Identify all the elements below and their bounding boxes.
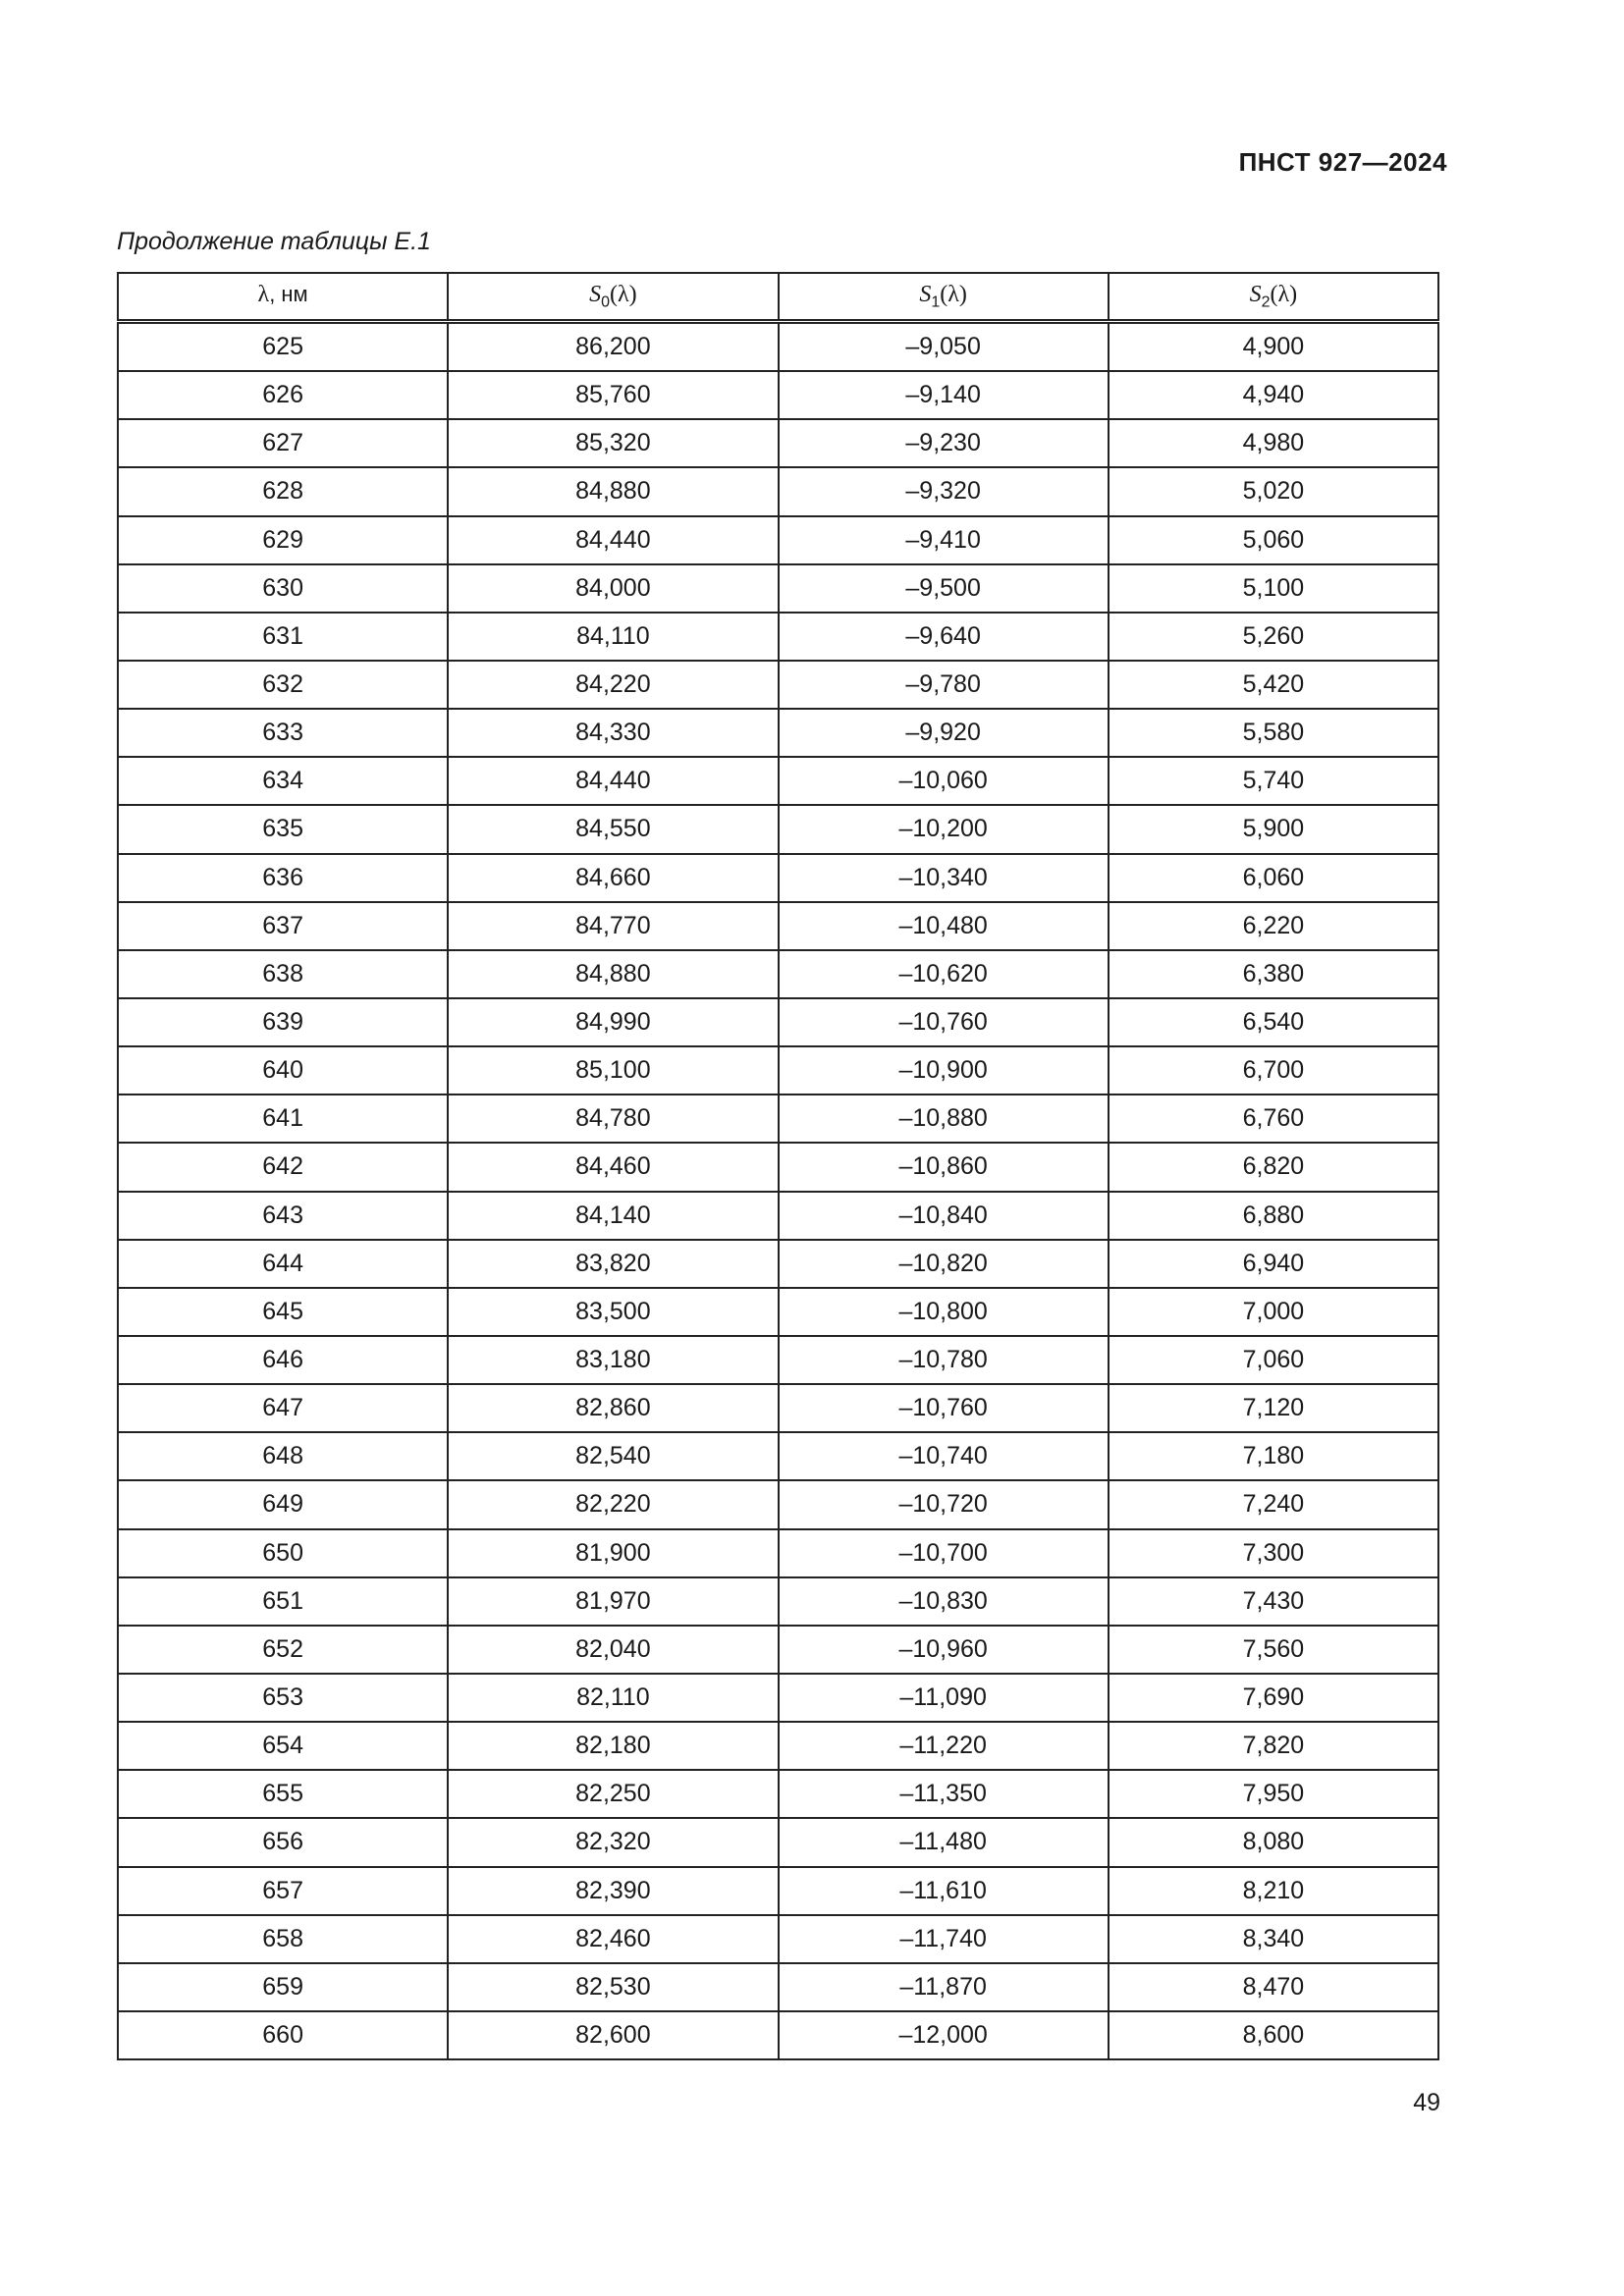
- wavelength-cell: 646: [118, 1336, 448, 1384]
- table-row: [118, 613, 1438, 661]
- s1-cell: –9,640: [779, 613, 1109, 661]
- table-row: [118, 1529, 1438, 1577]
- s0-cell: 84,440: [448, 757, 778, 805]
- wavelength-cell: 655: [118, 1770, 448, 1818]
- s1-cell: –11,220: [779, 1722, 1109, 1770]
- s0-cell: 84,660: [448, 854, 778, 902]
- s2-cell: 7,240: [1109, 1480, 1438, 1528]
- wavelength-cell: 660: [118, 2011, 448, 2059]
- s2-cell: 6,940: [1109, 1240, 1438, 1288]
- s2-cell: 5,580: [1109, 709, 1438, 757]
- wavelength-cell: 658: [118, 1915, 448, 1963]
- wavelength-cell: 630: [118, 564, 448, 613]
- s0-cell: 82,540: [448, 1432, 778, 1480]
- s2-cell: 5,740: [1109, 757, 1438, 805]
- s2-cell: 7,560: [1109, 1626, 1438, 1674]
- s1-cell: –12,000: [779, 2011, 1109, 2059]
- s2-cell: 6,220: [1109, 902, 1438, 950]
- s2-cell: 7,000: [1109, 1288, 1438, 1336]
- s1-cell: –10,880: [779, 1095, 1109, 1143]
- wavelength-cell: 635: [118, 805, 448, 853]
- table-body: [118, 322, 1438, 2060]
- s0-cell: 84,990: [448, 998, 778, 1046]
- page-number: 49: [1413, 2089, 1440, 2116]
- s1-cell: –11,870: [779, 1963, 1109, 2011]
- column-suffix: (λ): [1270, 281, 1298, 307]
- table-row: [118, 1818, 1438, 1866]
- s2-cell: 7,950: [1109, 1770, 1438, 1818]
- s0-cell: 84,000: [448, 564, 778, 613]
- s2-cell: 7,430: [1109, 1577, 1438, 1626]
- s0-cell: 84,140: [448, 1192, 778, 1240]
- table-row: [118, 467, 1438, 515]
- s1-cell: –10,200: [779, 805, 1109, 853]
- wavelength-cell: 629: [118, 516, 448, 564]
- s2-cell: 4,900: [1109, 322, 1438, 372]
- document-code: ПНСТ 927—2024: [1238, 147, 1447, 177]
- s2-cell: 8,340: [1109, 1915, 1438, 1963]
- wavelength-cell: 638: [118, 950, 448, 998]
- table-row: [118, 757, 1438, 805]
- column-suffix: (λ): [610, 281, 637, 307]
- table-row: [118, 1915, 1438, 1963]
- s1-cell: –10,620: [779, 950, 1109, 998]
- s0-cell: 84,330: [448, 709, 778, 757]
- s2-cell: 6,880: [1109, 1192, 1438, 1240]
- wavelength-cell: 645: [118, 1288, 448, 1336]
- s2-cell: 4,940: [1109, 371, 1438, 419]
- column-symbol: S: [1249, 281, 1262, 307]
- wavelength-cell: 639: [118, 998, 448, 1046]
- wavelength-cell: 649: [118, 1480, 448, 1528]
- s1-cell: –9,410: [779, 516, 1109, 564]
- s1-cell: –10,840: [779, 1192, 1109, 1240]
- s2-cell: 6,820: [1109, 1143, 1438, 1191]
- s1-cell: –9,500: [779, 564, 1109, 613]
- column-symbol: S: [589, 281, 602, 307]
- s0-cell: 84,550: [448, 805, 778, 853]
- table-row: [118, 1384, 1438, 1432]
- s0-cell: 82,110: [448, 1674, 778, 1722]
- s1-cell: –10,700: [779, 1529, 1109, 1577]
- wavelength-cell: 637: [118, 902, 448, 950]
- wavelength-cell: 627: [118, 419, 448, 467]
- wavelength-cell: 632: [118, 661, 448, 709]
- table-row: [118, 805, 1438, 853]
- table-row: [118, 322, 1438, 372]
- s1-cell: –10,820: [779, 1240, 1109, 1288]
- table-row: [118, 2011, 1438, 2059]
- table-row: [118, 709, 1438, 757]
- s1-cell: –9,920: [779, 709, 1109, 757]
- s1-cell: –10,960: [779, 1626, 1109, 1674]
- s0-cell: 82,040: [448, 1626, 778, 1674]
- wavelength-cell: 659: [118, 1963, 448, 2011]
- s1-cell: –10,720: [779, 1480, 1109, 1528]
- s2-cell: 7,300: [1109, 1529, 1438, 1577]
- s0-cell: 82,390: [448, 1867, 778, 1915]
- wavelength-cell: 648: [118, 1432, 448, 1480]
- s2-cell: 5,020: [1109, 467, 1438, 515]
- table-row: [118, 419, 1438, 467]
- s2-cell: 4,980: [1109, 419, 1438, 467]
- s2-cell: 5,100: [1109, 564, 1438, 613]
- wavelength-cell: 654: [118, 1722, 448, 1770]
- s0-cell: 81,900: [448, 1529, 778, 1577]
- column-symbol: λ: [257, 281, 270, 307]
- s1-cell: –10,480: [779, 902, 1109, 950]
- s2-cell: 7,060: [1109, 1336, 1438, 1384]
- s1-cell: –9,140: [779, 371, 1109, 419]
- table-row: [118, 371, 1438, 419]
- s0-cell: 84,460: [448, 1143, 778, 1191]
- wavelength-cell: 643: [118, 1192, 448, 1240]
- table-row: [118, 1143, 1438, 1191]
- s0-cell: 84,440: [448, 516, 778, 564]
- column-header-s0: [448, 273, 778, 322]
- s2-cell: 6,760: [1109, 1095, 1438, 1143]
- s1-cell: –11,610: [779, 1867, 1109, 1915]
- s0-cell: 84,110: [448, 613, 778, 661]
- s2-cell: 5,900: [1109, 805, 1438, 853]
- table-row: [118, 1770, 1438, 1818]
- column-header-s2: [1109, 273, 1438, 322]
- wavelength-cell: 642: [118, 1143, 448, 1191]
- s0-cell: 83,500: [448, 1288, 778, 1336]
- s1-cell: –9,320: [779, 467, 1109, 515]
- s1-cell: –10,780: [779, 1336, 1109, 1384]
- table-row: [118, 564, 1438, 613]
- column-symbol: S: [919, 281, 932, 307]
- table-row: [118, 1288, 1438, 1336]
- s1-cell: –10,860: [779, 1143, 1109, 1191]
- table-row: [118, 1626, 1438, 1674]
- table-row: [118, 1867, 1438, 1915]
- s1-cell: –11,740: [779, 1915, 1109, 1963]
- s0-cell: 85,320: [448, 419, 778, 467]
- table-row: [118, 1095, 1438, 1143]
- s0-cell: 82,460: [448, 1915, 778, 1963]
- s2-cell: 7,180: [1109, 1432, 1438, 1480]
- wavelength-cell: 650: [118, 1529, 448, 1577]
- s1-cell: –9,780: [779, 661, 1109, 709]
- s2-cell: 8,210: [1109, 1867, 1438, 1915]
- s2-cell: 7,690: [1109, 1674, 1438, 1722]
- s0-cell: 84,880: [448, 950, 778, 998]
- column-suffix: , нм: [269, 281, 308, 306]
- wavelength-cell: 636: [118, 854, 448, 902]
- wavelength-cell: 647: [118, 1384, 448, 1432]
- table-row: [118, 1192, 1438, 1240]
- table-row: [118, 1674, 1438, 1722]
- s2-cell: 8,080: [1109, 1818, 1438, 1866]
- wavelength-cell: 653: [118, 1674, 448, 1722]
- s1-cell: –10,830: [779, 1577, 1109, 1626]
- table-row: [118, 1577, 1438, 1626]
- s1-cell: –10,060: [779, 757, 1109, 805]
- wavelength-cell: 631: [118, 613, 448, 661]
- table-caption: Продолжение таблицы Е.1: [117, 228, 431, 255]
- column-header-s1: [779, 273, 1109, 322]
- s2-cell: 6,700: [1109, 1046, 1438, 1095]
- wavelength-cell: 651: [118, 1577, 448, 1626]
- column-subscript: 1: [931, 294, 941, 311]
- s2-cell: 5,260: [1109, 613, 1438, 661]
- s0-cell: 82,250: [448, 1770, 778, 1818]
- s1-cell: –10,900: [779, 1046, 1109, 1095]
- s2-cell: 6,060: [1109, 854, 1438, 902]
- s1-cell: –10,740: [779, 1432, 1109, 1480]
- s0-cell: 82,180: [448, 1722, 778, 1770]
- s2-cell: 5,420: [1109, 661, 1438, 709]
- s0-cell: 85,100: [448, 1046, 778, 1095]
- s2-cell: 8,470: [1109, 1963, 1438, 2011]
- s2-cell: 6,380: [1109, 950, 1438, 998]
- table-row: [118, 1240, 1438, 1288]
- s0-cell: 83,820: [448, 1240, 778, 1288]
- wavelength-cell: 644: [118, 1240, 448, 1288]
- s0-cell: 81,970: [448, 1577, 778, 1626]
- s2-cell: 6,540: [1109, 998, 1438, 1046]
- wavelength-cell: 625: [118, 322, 448, 372]
- s1-cell: –9,230: [779, 419, 1109, 467]
- s0-cell: 85,760: [448, 371, 778, 419]
- s2-cell: 7,120: [1109, 1384, 1438, 1432]
- s2-cell: 7,820: [1109, 1722, 1438, 1770]
- s1-cell: –9,050: [779, 322, 1109, 372]
- wavelength-cell: 628: [118, 467, 448, 515]
- wavelength-cell: 626: [118, 371, 448, 419]
- s2-cell: 8,600: [1109, 2011, 1438, 2059]
- s0-cell: 83,180: [448, 1336, 778, 1384]
- column-suffix: (λ): [940, 281, 967, 307]
- wavelength-cell: 652: [118, 1626, 448, 1674]
- table-row: [118, 661, 1438, 709]
- s2-cell: 5,060: [1109, 516, 1438, 564]
- wavelength-cell: 641: [118, 1095, 448, 1143]
- s1-cell: –11,090: [779, 1674, 1109, 1722]
- column-header-wavelength: [118, 273, 448, 322]
- s1-cell: –10,340: [779, 854, 1109, 902]
- column-subscript: 0: [601, 294, 611, 311]
- wavelength-cell: 634: [118, 757, 448, 805]
- s1-cell: –11,480: [779, 1818, 1109, 1866]
- s0-cell: 84,770: [448, 902, 778, 950]
- table-row: [118, 1480, 1438, 1528]
- wavelength-cell: 656: [118, 1818, 448, 1866]
- s0-cell: 82,220: [448, 1480, 778, 1528]
- column-subscript: 2: [1261, 294, 1271, 311]
- wavelength-cell: 633: [118, 709, 448, 757]
- s0-cell: 84,780: [448, 1095, 778, 1143]
- s1-cell: –10,760: [779, 1384, 1109, 1432]
- table-header-row: [118, 273, 1438, 322]
- s1-cell: –10,760: [779, 998, 1109, 1046]
- s0-cell: 82,860: [448, 1384, 778, 1432]
- wavelength-cell: 640: [118, 1046, 448, 1095]
- s0-cell: 86,200: [448, 322, 778, 372]
- table-row: [118, 1046, 1438, 1095]
- spectral-table: [117, 272, 1439, 2060]
- table-row: [118, 1722, 1438, 1770]
- table-row: [118, 1963, 1438, 2011]
- table-row: [118, 1336, 1438, 1384]
- table-row: [118, 998, 1438, 1046]
- wavelength-cell: 657: [118, 1867, 448, 1915]
- table-row: [118, 516, 1438, 564]
- s0-cell: 84,220: [448, 661, 778, 709]
- table-row: [118, 950, 1438, 998]
- table-row: [118, 1432, 1438, 1480]
- s0-cell: 82,530: [448, 1963, 778, 2011]
- table-row: [118, 902, 1438, 950]
- s0-cell: 84,880: [448, 467, 778, 515]
- table-row: [118, 854, 1438, 902]
- s0-cell: 82,600: [448, 2011, 778, 2059]
- s0-cell: 82,320: [448, 1818, 778, 1866]
- s1-cell: –10,800: [779, 1288, 1109, 1336]
- s1-cell: –11,350: [779, 1770, 1109, 1818]
